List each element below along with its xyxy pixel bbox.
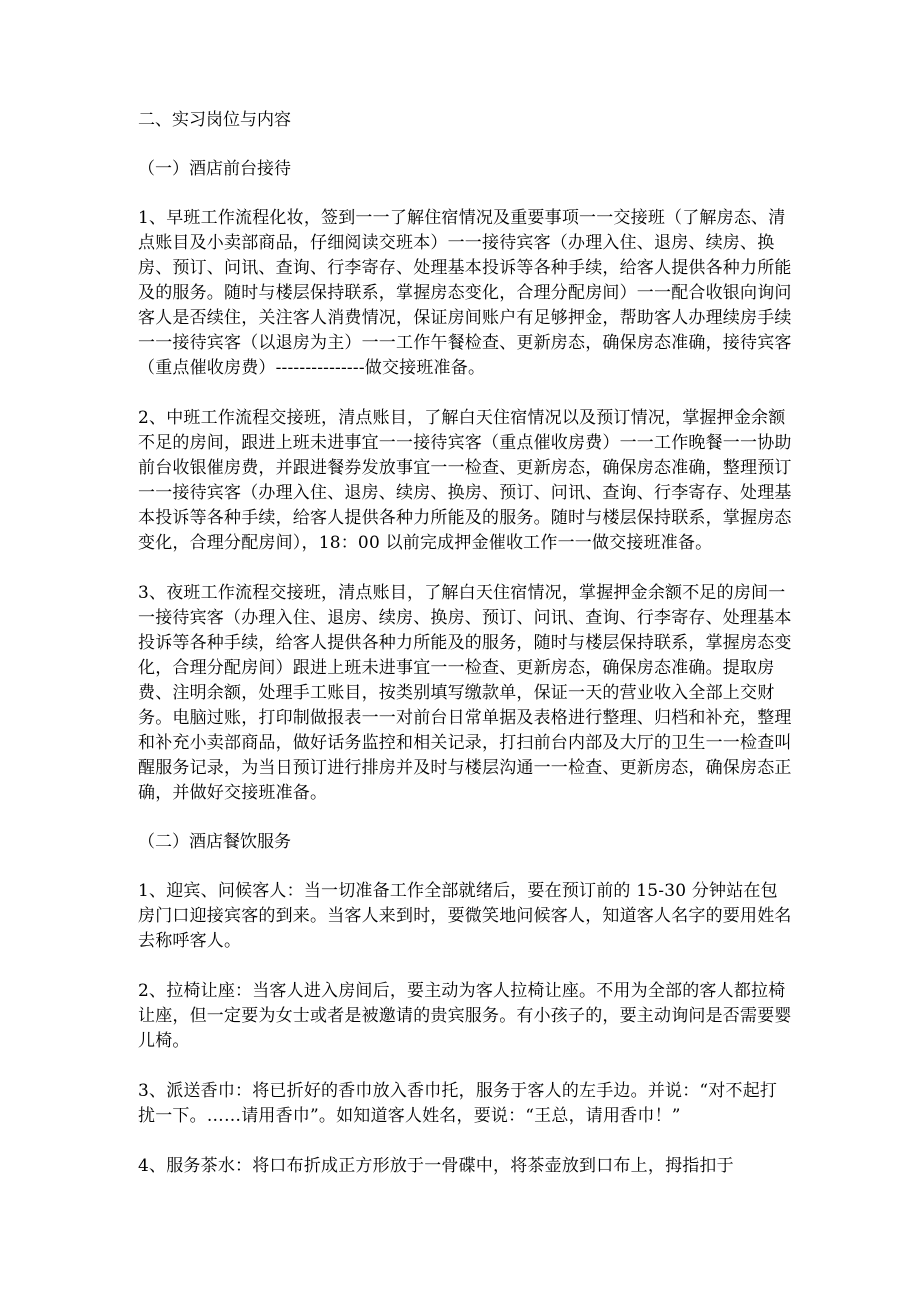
subsection-front-desk: （一）酒店前台接待 <box>138 159 291 179</box>
paragraph-greeting: 1、迎宾、问候客人：当一切准备工作全部就绪后，要在预订前的 15-30 分钟站在包房门口迎接宾客的到来。当客人来到时，要微笑地问候客人，知道客人名字的要用姓名去称呼客人。 <box>138 881 792 951</box>
paragraph-morning-shift: 1、早班工作流程化妆，签到一一了解住宿情况及重要事项一一交接班（了解房态、清点账目及小卖部商品，仔细阅读交班本）一一接待宾客（办理入住、退房、续房、换房、预订、问讯、查询、行李寄存、处理基本投诉等各种手续，给客人提供各种力所能及的服务。随时与楼层保持联系，掌握房态变化，合理分配房间）一一配合收银向询问客人是否续住，关注客人消费情况，保证房间账户有足够押金，帮助客人办理续房手续一一接待宾客（以退房为主）一一工作午餐检查、更新房态，确保房态准确，接待宾客（重点催收房费）---------------做交接班准备。 <box>138 208 792 378</box>
section-title: 二、实习岗位与内容 <box>138 110 291 130</box>
paragraph-towel: 3、派送香巾：将已折好的香巾放入香巾托，服务于客人的左手边。并说：“对不起打扰一下。……请用香巾”。如知道客人姓名，要说：“王总，请用香巾！” <box>138 1081 778 1126</box>
paragraph-night-shift: 3、夜班工作流程交接班，清点账目，了解白天住宿情况，掌握押金余额不足的房间一一接待宾客（办理入住、退房、续房、换房、预订、问讯、查询、行李寄存、处理基本投诉等各种手续，给客人提供各种力所能及的服务，随时与楼层保持联系，掌握房态变化，合理分配房间）跟进上班未进事宜一一检查、更新房态，确保房态准确。提取房费、注明余额，处理手工账目，按类别填写缴款单，保证一天的营业收入全部上交财务。电脑过账，打印制做报表一一对前台日常单据及表格进行整理、归档和补充，整理和补充小卖部商品，做好话务监控和相关记录，打扫前台内部及大厅的卫生一一检查叫醒服务记录，为当日预订进行排房并及时与楼层沟通一一检查、更新房态，确保房态正确，并做好交接班准备。 <box>138 583 792 803</box>
document-page <box>138 108 794 1179</box>
subsection-dining-service: （二）酒店餐饮服务 <box>138 832 291 852</box>
paragraph-middle-shift: 2、中班工作流程交接班，清点账目，了解白天住宿情况以及预订情况，掌握押金余额不足的房间，跟进上班未进事宜一一接待宾客（重点催收房费）一一工作晚餐一一协助前台收银催房费，并跟进餐券发放事宜一一检查、更新房态，确保房态准确，整理预订一一接待宾客（办理入住、退房、续房、换房、预订、问讯、查询、行李寄存、处理基本投诉等各种手续，给客人提供各种力所能及的服务。随时与楼层保持联系，掌握房态变化，合理分配房间），18：00 以前完成押金催收工作一一做交接班准备。 <box>138 408 792 553</box>
paragraph-seating: 2、拉椅让座：当客人进入房间后，要主动为客人拉椅让座。不用为全部的客人都拉椅让座，但一定要为女士或者是被邀请的贵宾服务。有小孩子的，要主动询问是否需要婴儿椅。 <box>138 981 792 1051</box>
paragraph-tea: 4、服务茶水：将口布折成正方形放于一骨碟中，将茶壶放到口布上，拇指扣于 <box>138 1156 734 1176</box>
